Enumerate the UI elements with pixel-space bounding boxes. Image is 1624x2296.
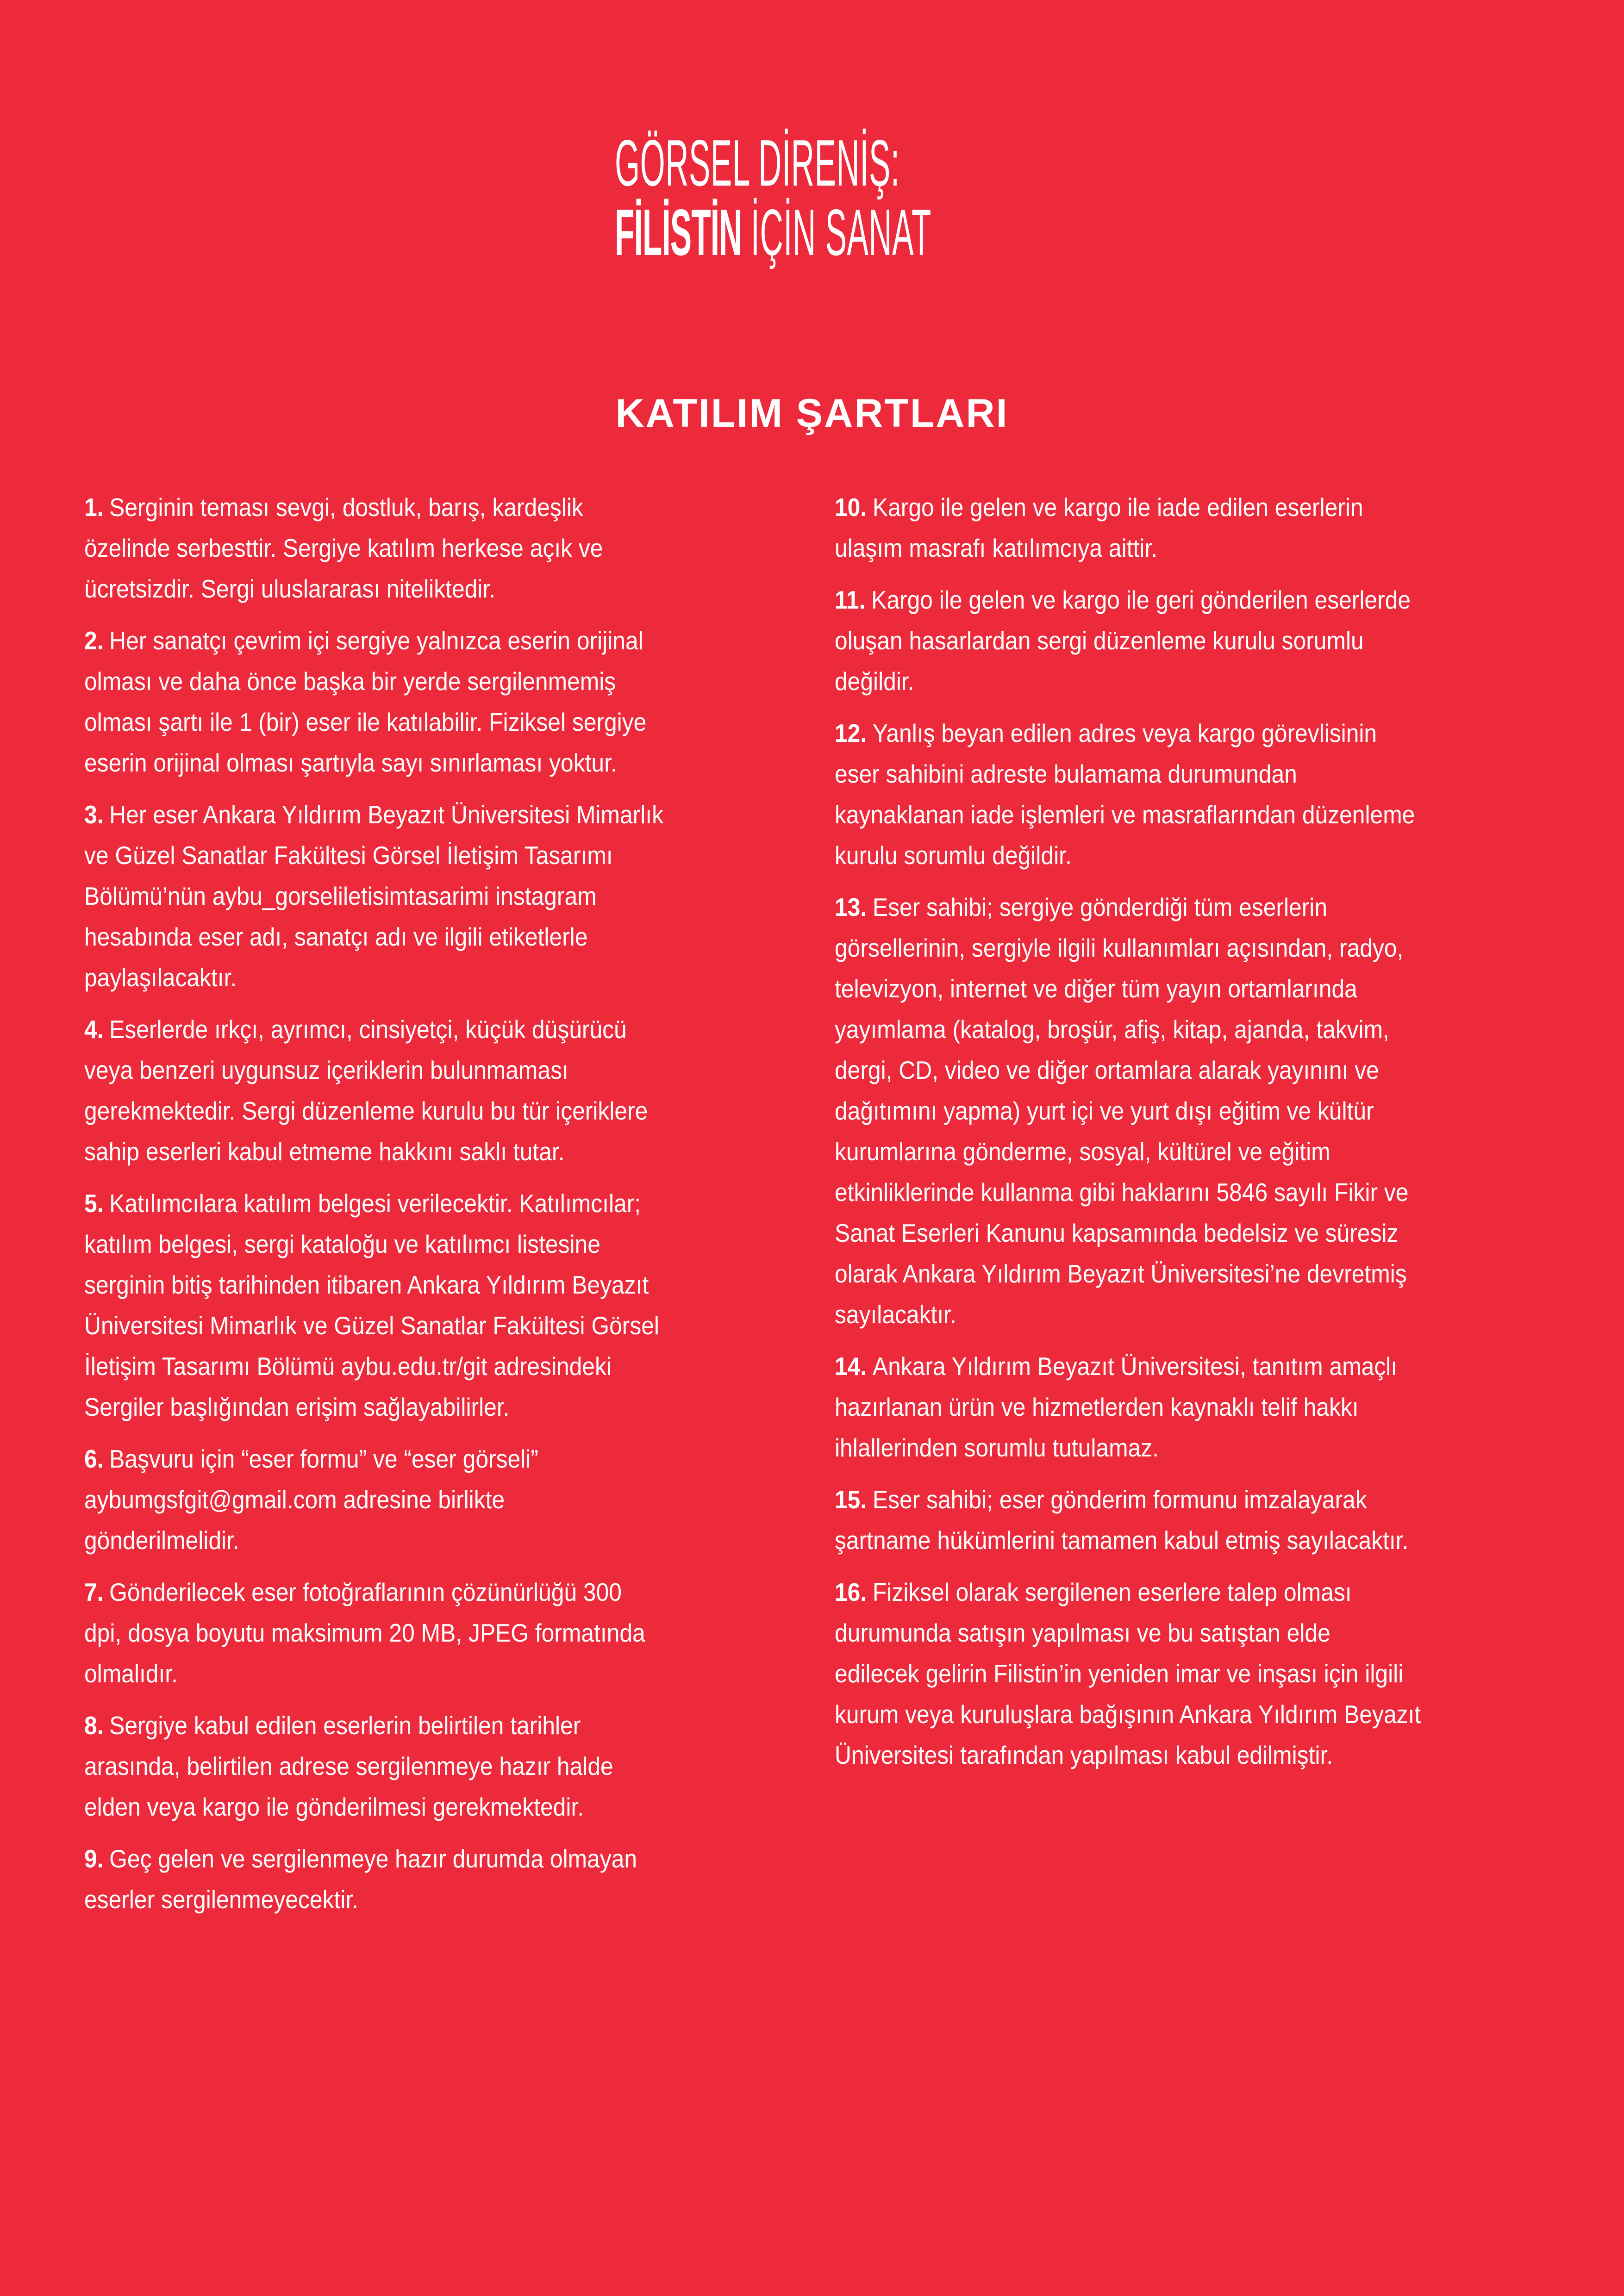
- term-item: [84, 794, 805, 998]
- term-line: Sergiler başlığından erişim sağlayabilirler.: [84, 1393, 510, 1421]
- term-number: 13.: [835, 893, 867, 921]
- term-line: sahip eserleri kabul etmeme hakkını saklı tutar.: [84, 1137, 565, 1166]
- term-number: 3.: [84, 800, 104, 829]
- term-line: paylaşılacaktır.: [84, 963, 237, 992]
- term-number: 15.: [835, 1485, 867, 1514]
- term-item: [835, 579, 1555, 702]
- term-line: serginin bitiş tarihinden itibaren Ankara Yıldırım Beyazıt: [84, 1270, 649, 1299]
- term-line: 12. Yanlış beyan edilen adres veya kargo görevlisinin: [835, 719, 1377, 747]
- term-line: elden veya kargo ile gönderilmesi gerekmektedir.: [84, 1792, 584, 1821]
- term-item: [835, 487, 1555, 568]
- term-line: 2. Her sanatçı çevrim içi sergiye yalnızca eserin orijinal: [84, 626, 643, 655]
- term-line: Sanat Eserleri Kanunu kapsamında bedelsiz ve süresiz: [835, 1219, 1399, 1247]
- term-line: kurumlarına gönderme, sosyal, kültürel ve eğitim: [835, 1137, 1330, 1166]
- term-line: 7. Gönderilecek eser fotoğraflarının çözünürlüğü 300: [84, 1578, 622, 1606]
- term-item: [84, 620, 805, 783]
- term-line: aybumgsfgit@gmail.com adresine birlikte: [84, 1485, 505, 1514]
- term-line: 4. Eserlerde ırkçı, ayrımcı, cinsiyetçi, küçük düşürücü: [84, 1015, 627, 1044]
- term-line: katılım belgesi, sergi kataloğu ve katılımcı listesine: [84, 1230, 600, 1258]
- term-item: [835, 1479, 1555, 1561]
- term-line: 5. Katılımcılara katılım belgesi verilecektir. Katılımcılar;: [84, 1189, 641, 1218]
- term-number: 5.: [84, 1189, 104, 1218]
- term-line: şartname hükümlerini tamamen kabul etmiş sayılacaktır.: [835, 1526, 1409, 1555]
- term-number: 1.: [84, 493, 104, 522]
- term-line: etkinliklerinde kullanma gibi haklarını 5846 sayılı Fikir ve: [835, 1178, 1409, 1207]
- term-line: yayımlama (katalog, broşür, afiş, kitap, ajanda, takvim,: [835, 1015, 1389, 1044]
- term-line: 14. Ankara Yıldırım Beyazıt Üniversitesi, tanıtım amaçlı: [835, 1352, 1398, 1381]
- term-item: [84, 487, 805, 609]
- title-light-words: İÇİN SANAT: [750, 196, 931, 269]
- term-line: özelinde serbesttir. Sergiye katılım herkese açık ve: [84, 534, 603, 562]
- term-line: 9. Geç gelen ve sergilenmeye hazır durumda olmayan: [84, 1844, 637, 1873]
- term-number: 4.: [84, 1015, 104, 1044]
- term-number: 10.: [835, 493, 867, 522]
- term-line: olması şartı ile 1 (bir) eser ile katılabilir. Fiziksel sergiye: [84, 708, 647, 736]
- term-item: [835, 713, 1555, 876]
- term-line: 10. Kargo ile gelen ve kargo ile iade edilen eserlerin: [835, 493, 1363, 522]
- term-item: [835, 1572, 1555, 1775]
- title-bold-word: FİLİSTİN: [615, 196, 742, 269]
- term-line: Bölümü’nün aybu_gorseliletisimtasarimi instagram: [84, 882, 597, 910]
- term-line: 3. Her eser Ankara Yıldırım Beyazıt Üniversitesi Mimarlık: [84, 800, 663, 829]
- term-line: olarak Ankara Yıldırım Beyazıt Üniversitesi’ne devretmiş: [835, 1259, 1407, 1288]
- term-line: gerekmektedir. Sergi düzenleme kurulu bu tür içeriklere: [84, 1096, 648, 1125]
- term-line: dağıtımını yapma) yurt içi ve yurt dışı eğitim ve kültür: [835, 1096, 1374, 1125]
- term-item: [84, 1183, 805, 1427]
- term-line: Üniversitesi tarafından yapılması kabul edilmiştir.: [835, 1741, 1333, 1769]
- term-number: 7.: [84, 1578, 104, 1606]
- term-number: 9.: [84, 1844, 104, 1873]
- term-line: hazırlanan ürün ve hizmetlerden kaynaklı telif hakkı: [835, 1393, 1359, 1421]
- term-line: ihlallerinden sorumlu tutulamaz.: [835, 1433, 1159, 1462]
- term-number: 16.: [835, 1578, 867, 1606]
- term-line: olması ve daha önce başka bir yerde sergilenmemiş: [84, 667, 616, 696]
- term-line: gönderilmelidir.: [84, 1526, 239, 1555]
- terms-column-right: [835, 487, 1555, 1786]
- term-number: 6.: [84, 1444, 104, 1473]
- term-line: 8. Sergiye kabul edilen eserlerin belirtilen tarihler: [84, 1711, 581, 1740]
- term-line: kurum veya kuruluşlara bağışının Ankara Yıldırım Beyazıt: [835, 1700, 1421, 1729]
- title-line-1: GÖRSEL DİRENİŞ:: [615, 126, 900, 200]
- term-number: 14.: [835, 1352, 867, 1381]
- term-line: ve Güzel Sanatlar Fakültesi Görsel İletişim Tasarımı: [84, 841, 613, 870]
- term-item: [84, 1009, 805, 1172]
- term-line: televizyon, internet ve diğer tüm yayın ortamlarında: [835, 974, 1357, 1003]
- poster-title: [615, 126, 1078, 269]
- term-item: [835, 1346, 1555, 1468]
- term-line: görsellerinin, sergiyle ilgili kullanımları açısından, radyo,: [835, 933, 1404, 962]
- term-line: durumunda satışın yapılması ve bu satıştan elde: [835, 1618, 1330, 1647]
- term-line: eserin orijinal olması şartıyla sayı sınırlaması yoktur.: [84, 748, 617, 777]
- section-heading: KATILIM ŞARTLARI: [615, 391, 1009, 436]
- term-item: [84, 1838, 805, 1920]
- term-line: sayılacaktır.: [835, 1300, 956, 1329]
- terms-column-left: [84, 487, 805, 1931]
- term-line: hesabında eser adı, sanatçı adı ve ilgili etiketlerle: [84, 922, 588, 951]
- term-number: 11.: [835, 585, 866, 614]
- term-item: [84, 1572, 805, 1694]
- term-line: ücretsizdir. Sergi uluslararası niteliktedir.: [84, 574, 496, 603]
- term-item: [835, 887, 1555, 1335]
- term-line: 15. Eser sahibi; eser gönderim formunu imzalayarak: [835, 1485, 1367, 1514]
- term-line: 11. Kargo ile gelen ve kargo ile geri gönderilen eserlerde: [835, 585, 1411, 614]
- term-number: 12.: [835, 719, 867, 747]
- term-line: kaynaklanan iade işlemleri ve masraflarından düzenleme: [835, 800, 1415, 829]
- term-line: eser sahibini adreste bulamama durumundan: [835, 759, 1297, 788]
- term-line: 16. Fiziksel olarak sergilenen eserlere talep olması: [835, 1578, 1352, 1606]
- term-line: olmalıdır.: [84, 1659, 178, 1688]
- term-item: [84, 1705, 805, 1827]
- term-number: 8.: [84, 1711, 104, 1740]
- term-line: değildir.: [835, 667, 914, 696]
- term-item: [84, 1438, 805, 1561]
- term-line: ulaşım masrafı katılımcıya aittir.: [835, 534, 1158, 562]
- term-line: 13. Eser sahibi; sergiye gönderdiği tüm eserlerin: [835, 893, 1328, 921]
- term-line: arasında, belirtilen adrese sergilenmeye hazır halde: [84, 1752, 613, 1780]
- term-line: 6. Başvuru için “eser formu” ve “eser görseli”: [84, 1444, 538, 1473]
- title-line-2: [615, 196, 931, 269]
- term-line: dergi, CD, video ve diğer ortamlara alarak yayınını ve: [835, 1056, 1379, 1084]
- term-line: eserler sergilenmeyecektir.: [84, 1885, 359, 1914]
- term-line: veya benzeri uygunsuz içeriklerin bulunmaması: [84, 1056, 568, 1084]
- term-number: 2.: [84, 626, 104, 655]
- term-line: dpi, dosya boyutu maksimum 20 MB, JPEG formatında: [84, 1618, 645, 1647]
- term-line: 1. Serginin teması sevgi, dostluk, barış, kardeşlik: [84, 493, 583, 522]
- term-line: kurulu sorumlu değildir.: [835, 841, 1072, 870]
- term-line: İletişim Tasarımı Bölümü aybu.edu.tr/git adresindeki: [84, 1352, 612, 1381]
- term-line: Üniversitesi Mimarlık ve Güzel Sanatlar Fakültesi Görsel: [84, 1311, 659, 1340]
- term-line: edilecek gelirin Filistin’in yeniden imar ve inşası için ilgili: [835, 1659, 1404, 1688]
- term-line: oluşan hasarlardan sergi düzenleme kurulu sorumlu: [835, 626, 1364, 655]
